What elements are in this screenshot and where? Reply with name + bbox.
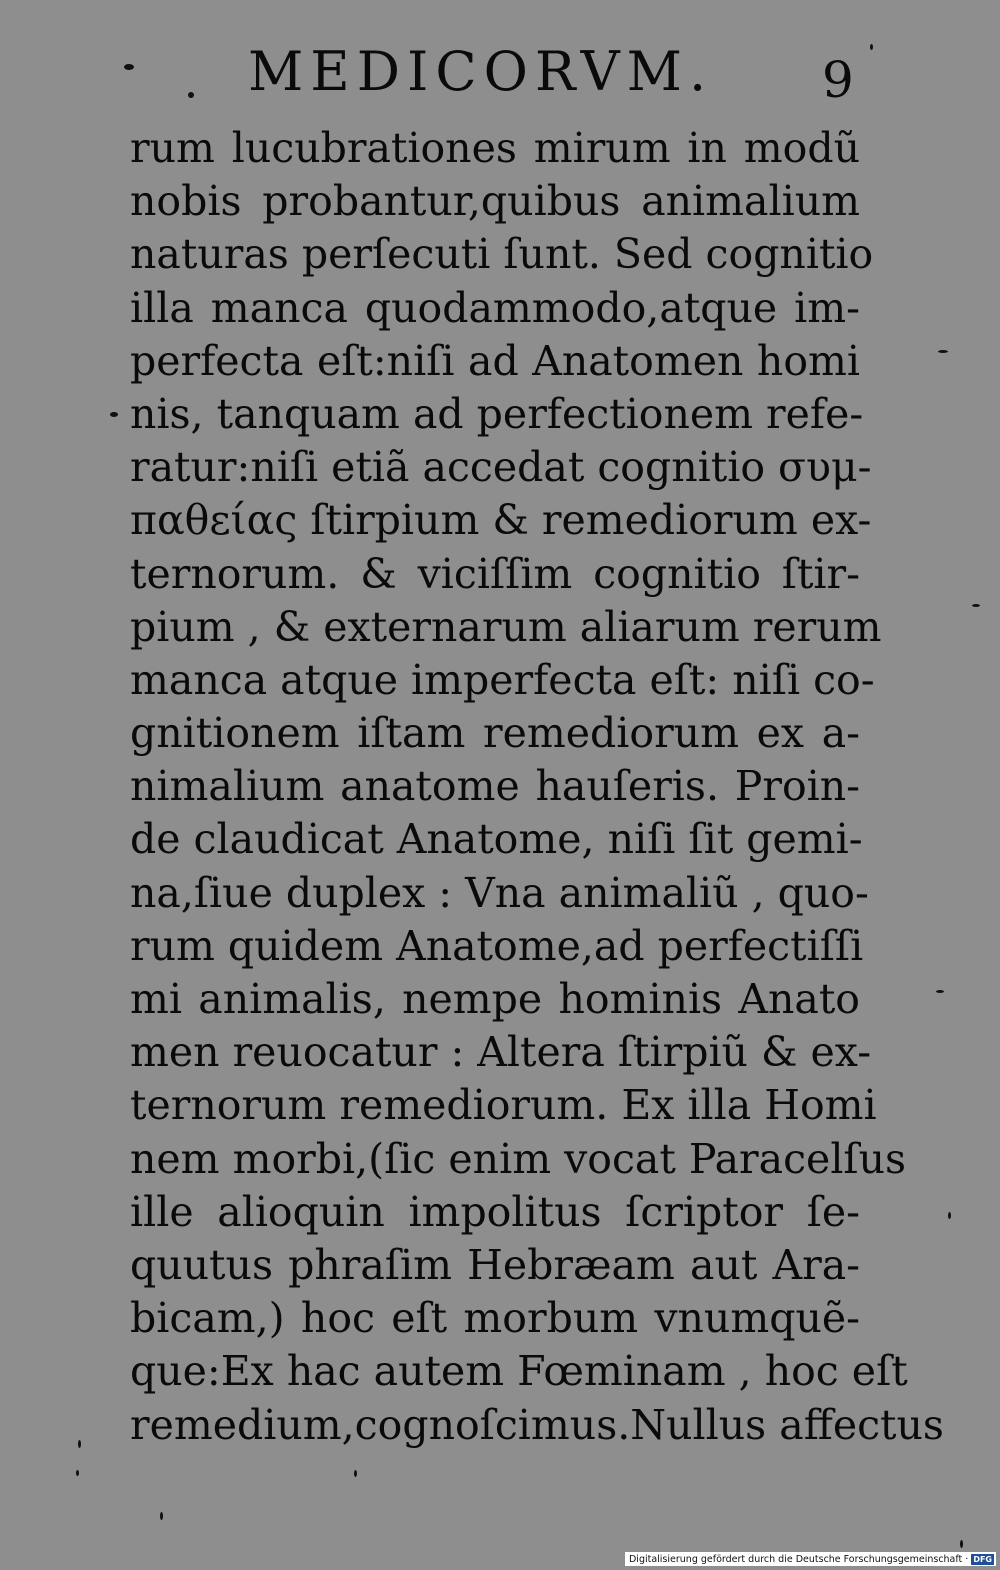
text-line: quutus phraſim Hebræam aut Ara- [130, 1240, 860, 1289]
text-line: mi animalis, nempe hominis Anato [130, 975, 860, 1023]
text-line: remedium,cognoſcimus.Nullus affectus [130, 1400, 944, 1449]
text-line: παθείας ſtirpium & remediorum ex- [130, 496, 872, 545]
scan-speck [936, 990, 944, 993]
text-line: perfecta eſt:niſi ad Anatomen homi [130, 336, 860, 385]
text-line: bicam,) hoc eſt morbum vnumquẽ- [130, 1294, 860, 1343]
text-line: ternorum remediorum. Ex illa Homi [130, 1081, 877, 1130]
running-head: MEDICORVM. [248, 40, 714, 103]
text-line: manca atque imperfecta eſt: niſi co- [130, 655, 875, 704]
scan-speck [188, 92, 194, 98]
text-line: nimalium anatome hauſeris. Proin- [130, 762, 860, 811]
scan-speck [76, 1470, 79, 1476]
digitization-credit [625, 1552, 996, 1566]
credit-text: Digitalisierung gefördert durch die Deutsche Forschungsgemeinschaft · [628, 1553, 969, 1565]
page-number: 9 [822, 51, 854, 109]
text-line: nis, tanquam ad perfectionem refe- [130, 389, 864, 438]
text-line: gnitionem iſtam remediorum ex a- [130, 709, 860, 758]
scan-speck [110, 412, 118, 417]
text-line: ratur:niſi etiã accedat cognitio συμ- [130, 443, 872, 492]
text-line: rum quidem Anatome,ad perfectiſſi [130, 921, 864, 970]
text-line: de claudicat Anatome, niſi ſit gemi- [130, 815, 863, 864]
scan-speck [78, 1440, 81, 1448]
scan-speck [938, 350, 948, 353]
text-line: nobis probantur,quibus animalium [130, 177, 860, 226]
scan-speck [960, 1540, 963, 1548]
dfg-logo: DFG [973, 1554, 992, 1564]
text-line: que:Ex hac autem Fœminam , hoc eſt [130, 1347, 908, 1396]
text-line: nem morbi,(ſic enim vocat Paracelſus [130, 1134, 907, 1183]
text-line: men reuocatur : Altera ſtirpiũ & ex- [130, 1028, 872, 1077]
scan-speck [972, 604, 980, 607]
text-line: pium , & externarum aliarum rerum [130, 602, 882, 651]
text-line: ternorum. & viciſſim cognitio ſtir- [130, 549, 860, 598]
text-line: illa manca quodammodo,atque im- [130, 283, 860, 332]
body-text [130, 122, 944, 1452]
text-line: ille alioquin impolitus ſcriptor ſe- [130, 1187, 860, 1236]
scan-speck [124, 64, 134, 70]
scan-speck [160, 1512, 163, 1520]
text-line: rum lucubrationes mirum in modũ [130, 124, 860, 172]
text-line: na,ſiue duplex : Vna animaliũ , quo- [130, 868, 869, 917]
scan-speck [870, 44, 873, 50]
text-line: naturas perſecuti ſunt. Sed cognitio [130, 230, 874, 279]
scan-speck [948, 1212, 951, 1219]
scan-speck [354, 1470, 357, 1477]
